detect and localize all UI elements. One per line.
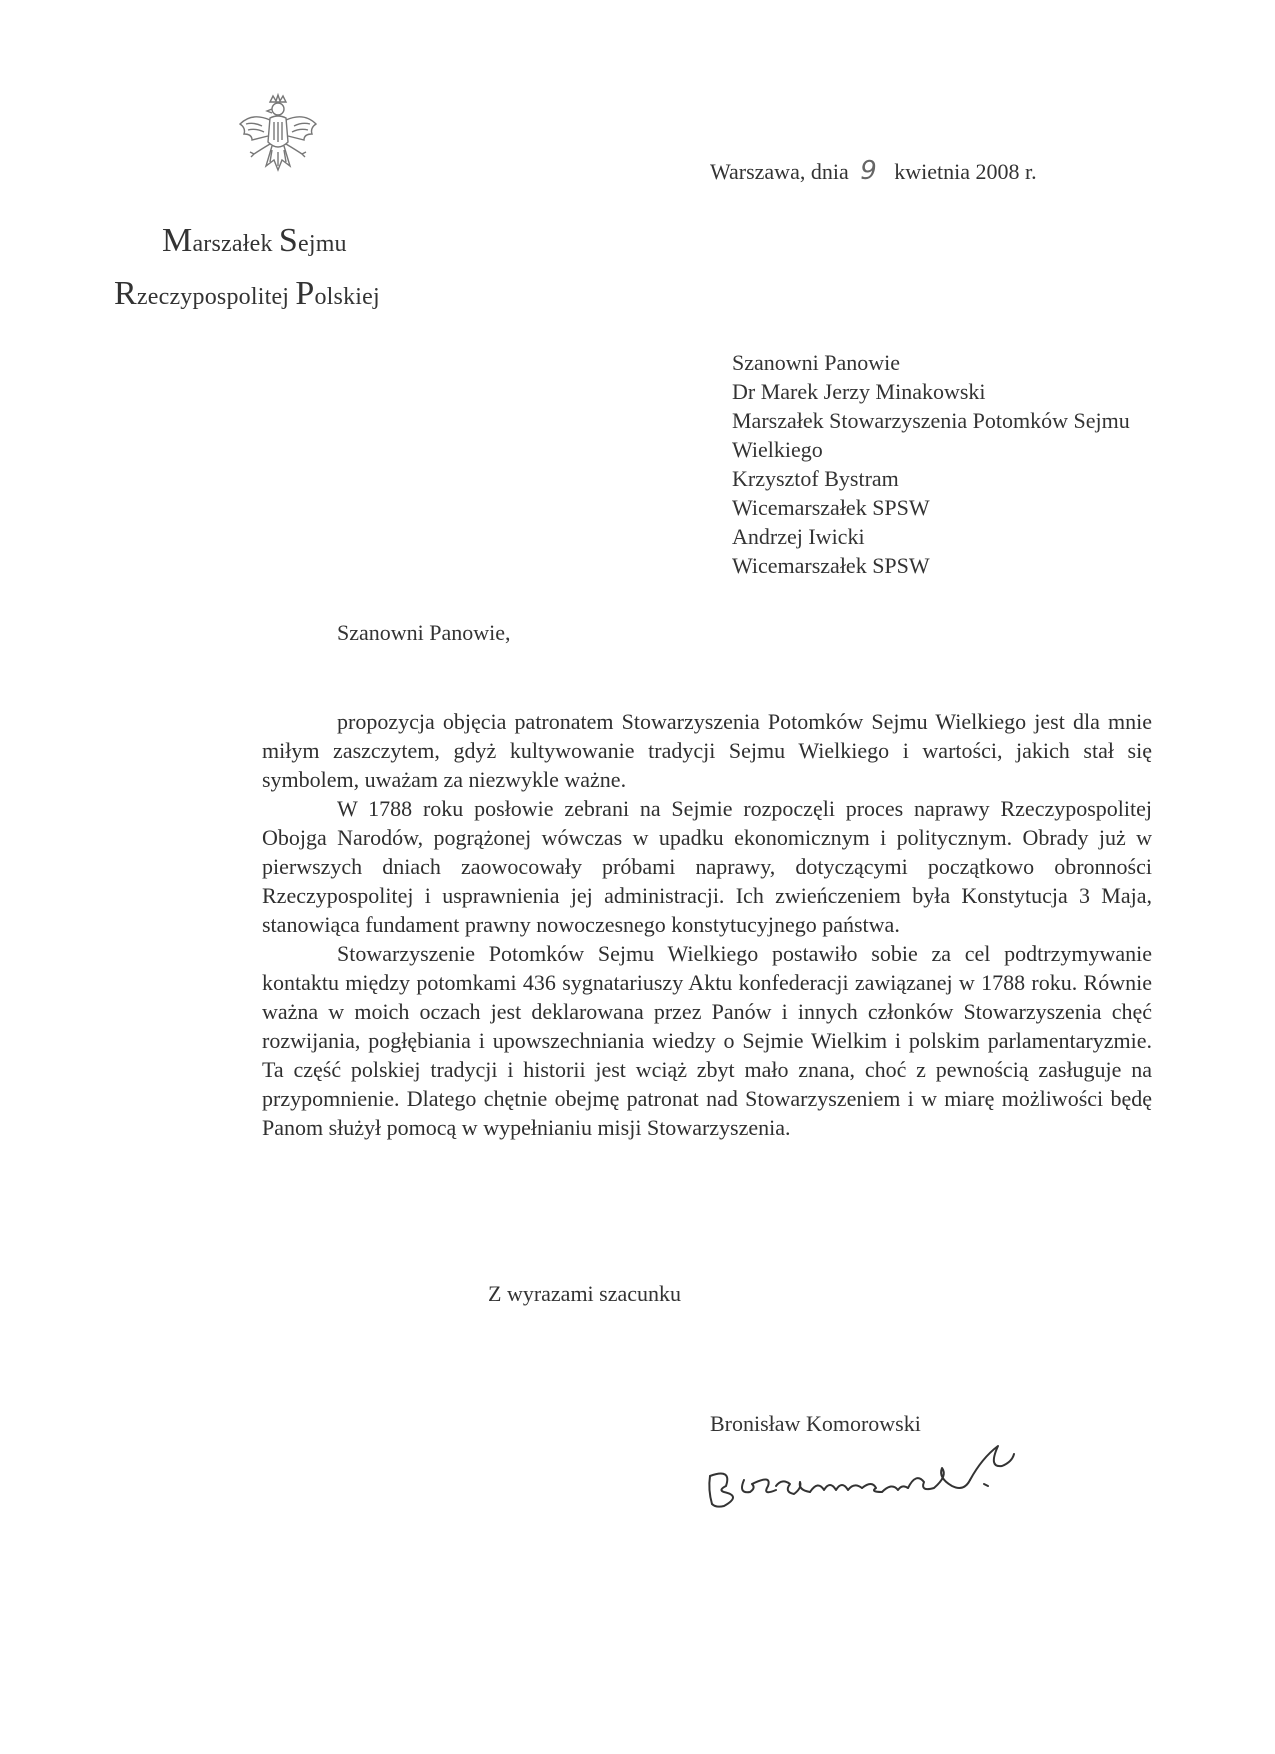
office-line-1: Marszałek Sejmu bbox=[162, 222, 347, 259]
body-paragraph: Stowarzyszenie Potomków Sejmu Wielkiego postawiło sobie za cel podtrzymywanie kontaktu między potomkami 436 sygnatariuszy Aktu konfederacji zawiązanej w 1788 roku. Równie ważna w moich oczach jest deklarowana przez Panów i innych członków Stowarzyszenia chęć rozwijania, pogłębiania i upowszechniania wiedzy o Sejmie Wielkim i polskim parlamentaryzmie. Ta część polskiej tradycji i historii jest wciąż zbyt mało znana, choć z pewnością zasługuje na przypomnienie. Dlatego chętnie obejmę patronat nad Stowarzyszeniem i w miarę możliwości będę Panom służył pomocą w wypełnianiu misji Stowarzyszenia. bbox=[262, 941, 1152, 1140]
recipient-line: Wicemarszałek SPSW bbox=[732, 495, 930, 520]
recipient-line: Szanowni Panowie bbox=[732, 350, 901, 375]
recipient-line: Wicemarszałek SPSW bbox=[732, 553, 930, 578]
body-paragraph: W 1788 roku posłowie zebrani na Sejmie rozpoczęli proces naprawy Rzeczypospolitej Obojga Narodów, pogrążonej wówczas w upadku ekonomicznym i politycznym. Obrady już w pierwszych dniach zaowocowały próbami naprawy, dotyczącymi początkowo obronności Rzeczypospolitej i usprawnienia jej administracji. Ich zwieńczeniem była Konstytucja 3 Maja, stanowiąca fundament prawny nowoczesnego konstytucyjnego państwa. bbox=[262, 796, 1152, 937]
salutation: Szanowni Panowie, bbox=[337, 620, 511, 645]
handwritten-signature-icon bbox=[702, 1428, 1032, 1518]
recipient-line: Krzysztof Bystram bbox=[732, 466, 899, 491]
dateline-day: 9 bbox=[860, 156, 877, 186]
dateline bbox=[710, 156, 1037, 186]
office-line-2: Rzeczypospolitej Polskiej bbox=[114, 275, 380, 312]
recipient-line: Marszałek Stowarzyszenia Potomków Sejmu bbox=[732, 408, 1130, 433]
recipient-line: Andrzej Iwicki bbox=[732, 524, 865, 549]
letter-body bbox=[262, 707, 1152, 1142]
letterhead-office bbox=[114, 216, 380, 322]
body-paragraph: propozycja objęcia patronatem Stowarzyszenia Potomków Sejmu Wielkiego jest dla mnie miłym zaszczytem, gdyż kultywowanie tradycji Sejmu Wielkiego i wartości, jakich stał się symbolem, uważam za niezwykle ważne. bbox=[262, 709, 1152, 792]
recipient-line: Dr Marek Jerzy Minakowski bbox=[732, 379, 986, 404]
dateline-month-year: kwietnia 2008 r. bbox=[894, 159, 1037, 184]
signer-name: Bronisław Komorowski bbox=[710, 1411, 921, 1436]
recipient-line: Wielkiego bbox=[732, 437, 823, 462]
closing: Z wyrazami szacunku bbox=[488, 1281, 682, 1306]
recipients-block bbox=[732, 348, 1130, 580]
dateline-prefix: Warszawa, dnia bbox=[710, 159, 849, 184]
polish-eagle-emblem-icon bbox=[232, 92, 324, 188]
